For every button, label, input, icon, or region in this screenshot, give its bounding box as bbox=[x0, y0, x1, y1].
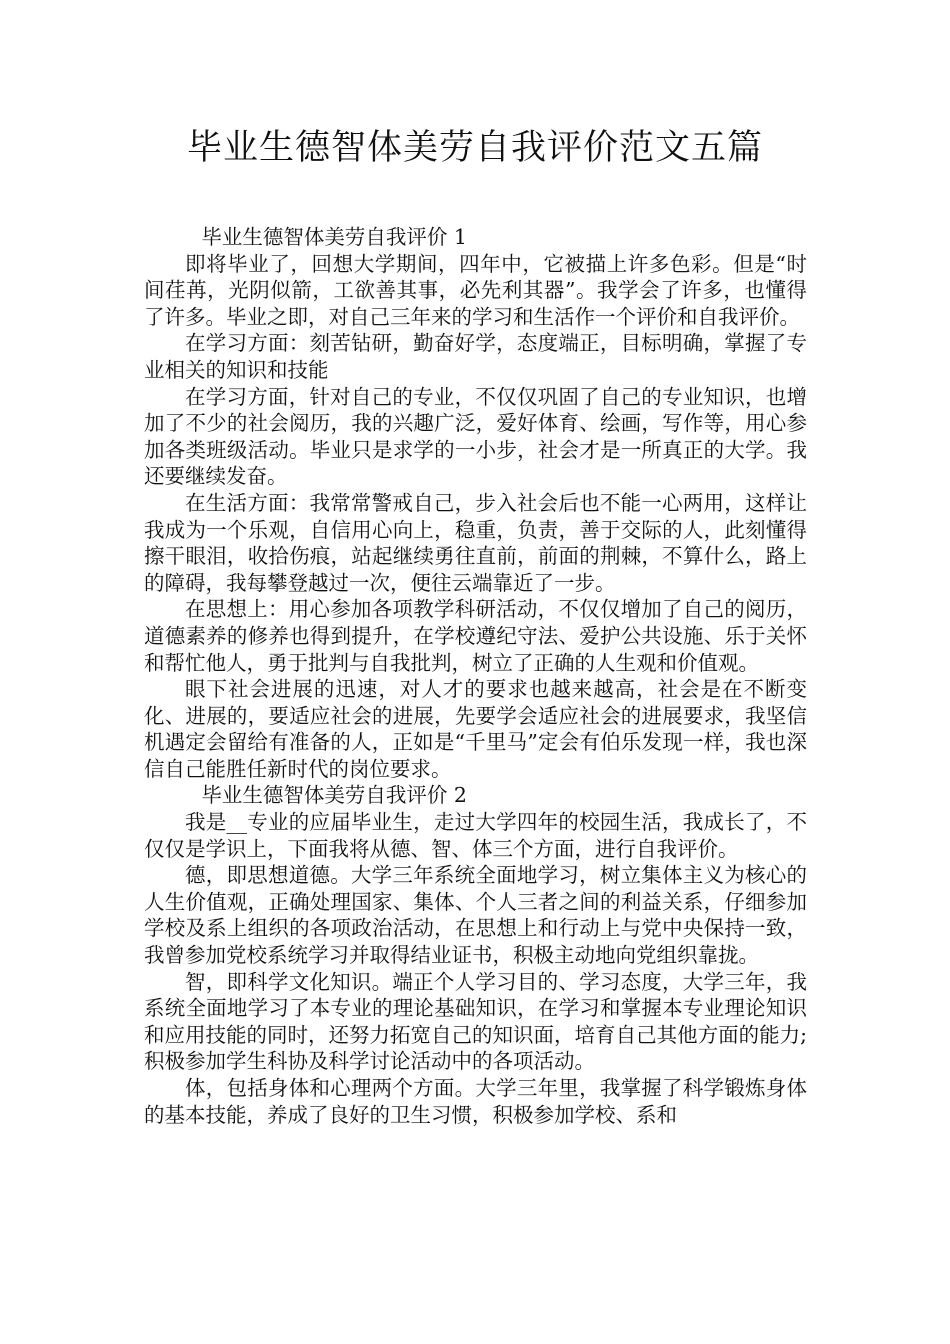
paragraph: 我是__专业的应届毕业生，走过大学四年的校园生活，我成长了，不仅仅是学识上，下面我将从德、智、体三个方面，进行自我评价。 bbox=[144, 810, 807, 861]
paragraph: 智，即科学文化知识。端正个人学习目的、学习态度，大学三年，我系统全面地学习了本专业的理论基础知识，在学习和掌握本专业理论知识和应用技能的同时，还努力拓宽自己的知识面，培育自己其他方面的能力;积极参加学生科协及科学讨论活动中的各项活动。 bbox=[144, 969, 807, 1074]
section-heading-1: 毕业生德智体美劳自我评价 1 bbox=[201, 225, 467, 249]
paragraph: 在思想上：用心参加各项教学科研活动，不仅仅增加了自己的阅历，道德素养的修养也得到提升，在学校遵纪守法、爱护公共设施、乐于关怀和帮忙他人，勇于批判与自我批判，树立了正确的人生观和价值观。 bbox=[144, 597, 807, 675]
paragraph: 眼下社会进展的迅速，对人才的要求也越来越高，社会是在不断变化、进展的，要适应社会的进展，先要学会适应社会的进展要求，我坚信机遇定会留给有准备的人，正如是“千里马”定会有伯乐发现一样，我也深信自己能胜任新时代的岗位要求。 bbox=[144, 677, 807, 781]
section-heading-2: 毕业生德智体美劳自我评价 2 bbox=[201, 783, 467, 808]
paragraph: 体，包括身体和心理两个方面。大学三年里，我掌握了科学锻炼身体的基本技能，养成了良好的卫生习惯，积极参加学校、系和 bbox=[144, 1076, 807, 1127]
document-title: 毕业生德智体美劳自我评价范文五篇 bbox=[186, 128, 763, 168]
paragraph: 在生活方面：我常常警戒自己，步入社会后也不能一心两用，这样让我成为一个乐观，自信用心向上，稳重，负责，善于交际的人，此刻懂得擦干眼泪，收拾伤痕，站起继续勇往直前，前面的荆棘，不算什么，路上的障碍，我每攀登越过一次，便往云端靠近了一步。 bbox=[144, 490, 807, 595]
paragraph: 在学习方面，针对自己的专业，不仅仅巩固了自己的专业知识，也增加了不少的社会阅历，我的兴趣广泛，爱好体育、绘画，写作等，用心参加各类班级活动。毕业只是求学的一小步，社会才是一所真正的大学。我还要继续发奋。 bbox=[144, 384, 807, 489]
paragraph: 即将毕业了，回想大学期间，四年中，它被描上许多色彩。但是“时间荏苒，光阴似箭，工欲善其事，必先利其器”。我学会了许多，也懂得了许多。毕业之即，对自己三年来的学习和生活作一个评价和自我评价。 bbox=[144, 251, 807, 329]
document-body bbox=[144, 224, 807, 1128]
paragraph: 德，即思想道德。大学三年系统全面地学习，树立集体主义为核心的人生价值观，正确处理国家、集体、个人三者之间的利益关系，仔细参加学校及系上组织的各项政治活动，在思想上和行动上与党中央保持一致，我曾参加党校系统学习并取得结业证书，积极主动地向党组织靠拢。 bbox=[144, 863, 807, 968]
paragraph: 在学习方面：刻苦钻研，勤奋好学，态度端正，目标明确，掌握了专业相关的知识和技能 bbox=[144, 331, 807, 382]
